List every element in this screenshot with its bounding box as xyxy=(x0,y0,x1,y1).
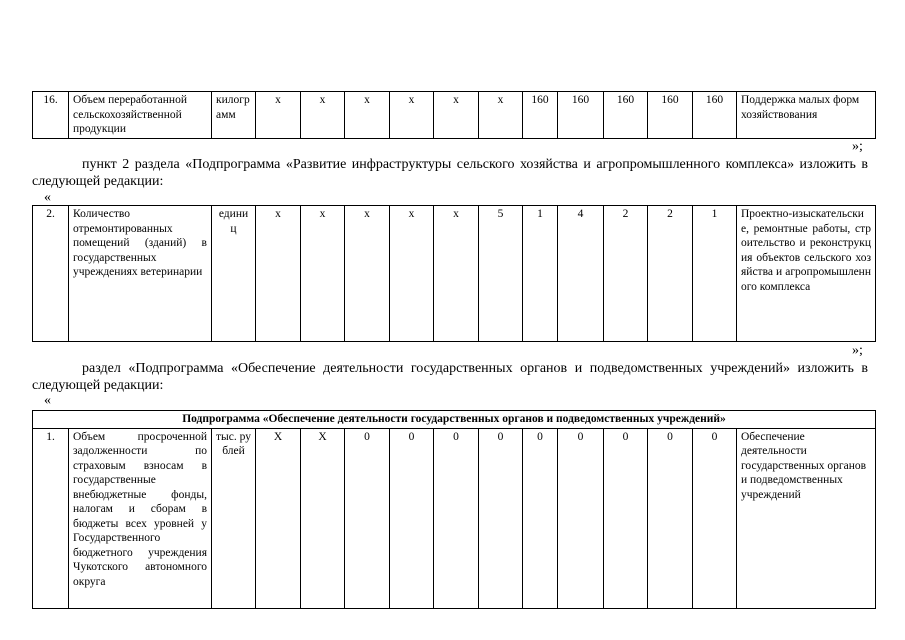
opening-quote: « xyxy=(44,190,51,205)
indicator-name: Объем переработанной сельскохозяйственной продукции xyxy=(69,92,212,139)
indicator-name: Объем просроченной задолженности по страховым взносам в государственные внебюджетные фонды, налогам и сборам в бюджеты всех уровней у Государственного бюджетного учреждения Чукотского автономного округа xyxy=(69,428,212,608)
value-cell: 160 xyxy=(523,92,558,139)
program-name: Проектно-изыскательские, ремонтные работы, строительство и реконструкция объектов сельского хозяйства и агропромышленного комплекса xyxy=(737,206,876,342)
value-cell: х xyxy=(345,206,390,342)
program-name: Поддержка малых форм хозяйствования xyxy=(737,92,876,139)
table-1 xyxy=(32,91,876,139)
value-cell: х xyxy=(434,92,479,139)
value-cell: 0 xyxy=(693,428,737,608)
opening-quote: « xyxy=(44,393,51,408)
table-row xyxy=(33,92,876,139)
row-number: 2. xyxy=(33,206,69,342)
value-cell: х xyxy=(256,92,301,139)
unit: тыс. рублей xyxy=(212,428,256,608)
value-cell: 1 xyxy=(693,206,737,342)
row-number: 1. xyxy=(33,428,69,608)
value-cell: Х xyxy=(301,428,345,608)
value-cell: Х xyxy=(256,428,301,608)
value-cell: 2 xyxy=(648,206,693,342)
paragraph: пункт 2 раздела «Подпрограмма «Развитие инфраструктуры сельского хозяйства и агропромышленного комплекса» изложить в следующей редакции: xyxy=(32,157,868,189)
indicator-name: Количество отремонтированных помещений (зданий) в государственных учреждениях ветеринарии xyxy=(69,206,212,342)
value-cell: 4 xyxy=(558,206,604,342)
value-cell: 0 xyxy=(648,428,693,608)
value-cell: х xyxy=(256,206,301,342)
paragraph: раздел «Подпрограмма «Обеспечение деятельности государственных органов и подведомственных учреждений» изложить в следующей редакции: xyxy=(32,361,868,393)
program-name: Обеспечение деятельности государственных органов и подведомственных учреждений xyxy=(737,428,876,608)
value-cell: х xyxy=(390,206,434,342)
unit: единиц xyxy=(212,206,256,342)
value-cell: 2 xyxy=(604,206,648,342)
value-cell: х xyxy=(301,206,345,342)
table-2 xyxy=(32,205,876,342)
value-cell: х xyxy=(345,92,390,139)
value-cell: 0 xyxy=(345,428,390,608)
closing-quote: »; xyxy=(852,139,863,154)
table-row xyxy=(33,428,876,608)
unit: килограмм xyxy=(212,92,256,139)
value-cell: х xyxy=(390,92,434,139)
value-cell: х xyxy=(301,92,345,139)
value-cell: 5 xyxy=(479,206,523,342)
table-3 xyxy=(32,410,876,609)
table-row xyxy=(33,206,876,342)
value-cell: 0 xyxy=(558,428,604,608)
value-cell: 1 xyxy=(523,206,558,342)
value-cell: 160 xyxy=(604,92,648,139)
subprogram-title: Подпрограмма «Обеспечение деятельности государственных органов и подведомственных учреждений» xyxy=(33,411,876,429)
value-cell: 0 xyxy=(434,428,479,608)
row-number: 16. xyxy=(33,92,69,139)
closing-quote: »; xyxy=(852,343,863,358)
value-cell: 0 xyxy=(479,428,523,608)
value-cell: 160 xyxy=(648,92,693,139)
value-cell: 160 xyxy=(693,92,737,139)
value-cell: х xyxy=(479,92,523,139)
value-cell: 0 xyxy=(604,428,648,608)
table-title-row xyxy=(33,411,876,429)
value-cell: 160 xyxy=(558,92,604,139)
value-cell: 0 xyxy=(523,428,558,608)
value-cell: 0 xyxy=(390,428,434,608)
value-cell: х xyxy=(434,206,479,342)
